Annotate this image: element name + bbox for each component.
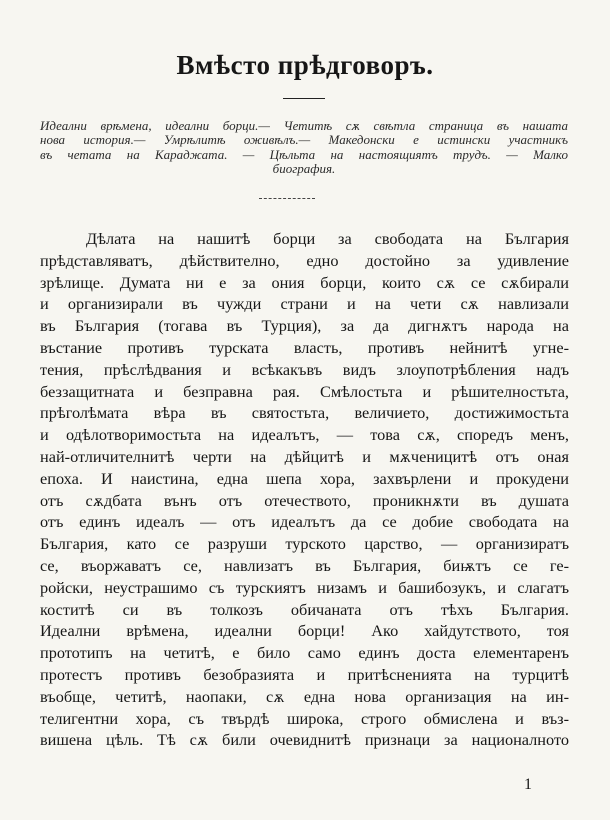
text-line: телигентни хора, съ твърдѣ широка, строго обмислена и въз-: [40, 708, 569, 728]
text-line: въстание противъ турската власть, противъ нейнитѣ угне-: [40, 337, 569, 357]
text-line: прѣголѣмата вѣра въ святостьта, величието, достижимостьта: [40, 403, 569, 423]
text-line: най-отличителнитѣ черти на дѣйцитѣ и мѫченицитѣ отъ оная: [40, 446, 569, 466]
text-line: ройски, неустрашимо съ турскиятъ низамъ и башибозукъ, и слагатъ: [40, 577, 569, 597]
summary-divider: [259, 198, 315, 199]
page-number: 1: [524, 776, 532, 793]
text-line: Дѣлата на нашитѣ борци за свободата на България: [86, 229, 569, 248]
text-line: протестъ противъ безобразията и притѣсненията на турцитѣ: [40, 664, 569, 684]
text-line: отъ единъ идеалъ — отъ идеалътъ да се добие свободата на: [40, 512, 569, 532]
text-line: и одѣлотворимостьта на идеалътъ, — това сѫ, споредъ менъ,: [40, 425, 569, 445]
summary-line: Идеални врѣмена, идеални борци.— Четитѣ сѫ свѣтла страница въ нашата: [40, 118, 568, 133]
summary-line: въ четата на Караджата. — Цѣльта на настоящиятъ трудъ. — Малко: [40, 146, 568, 162]
summary-line: нова история.— Умрѣлитѣ оживѣлъ.— Македонски е истински участникъ: [40, 132, 568, 148]
page-title: Вмѣсто прѣдговоръ.: [176, 50, 434, 80]
body-paragraph: [40, 228, 569, 751]
text-line: прототипъ на четитѣ, е било само единъ доста елементаренъ: [40, 643, 569, 663]
text-line: въ България (тогава въ Турция), за да дигнѫтъ народа на: [40, 316, 569, 336]
summary-line: биография.: [272, 161, 336, 177]
text-line: прѣдставляватъ, дѣйствително, едно достойно за удивление: [40, 250, 569, 270]
text-line: тения, прѣслѣдвания и всѣкакъвъ видъ злоупотрѣбления надъ: [40, 359, 569, 379]
text-line: отъ сѫдбата вънъ отъ отечеството, проникнѫти въ душата: [40, 490, 569, 510]
title-divider: [283, 98, 325, 99]
text-line: въобще, четитѣ, наопаки, сѫ една нова организация на ин-: [40, 686, 569, 706]
text-line: беззащитната и безправна рая. Смѣлостьта и рѣшителностьта,: [40, 381, 569, 401]
chapter-summary: [40, 119, 568, 177]
text-line: коститѣ си въ толкозъ обичаната отъ тѣхъ България.: [40, 599, 569, 619]
text-line: България, като се разруши турското царство, — организиратъ: [40, 534, 569, 554]
text-line: вишена цѣль. Тѣ сѫ били очевиднитѣ признаци за националното: [40, 730, 569, 750]
text-line: епоха. И наистина, една шепа хора, захвърлени и прокудени: [40, 468, 569, 488]
text-line: се, въоржаватъ се, навлизатъ въ България, биѭтъ се ге-: [40, 555, 569, 575]
text-line: Идеални врѣмена, идеални борци! Ако хайдутството, тоя: [40, 621, 569, 641]
text-line: зрѣлище. Думата ни е за ония борци, които сѫ се сѫбирали: [40, 272, 569, 292]
text-line: и организирали въ чужди страни и на чети сѫ навлизали: [40, 294, 569, 314]
